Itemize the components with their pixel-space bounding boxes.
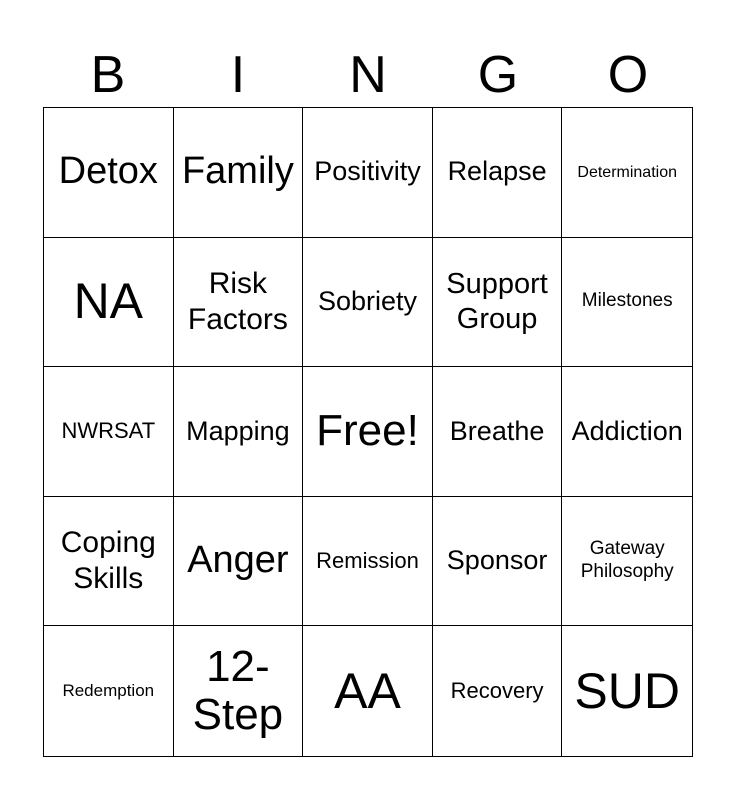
header-letter-o: O (607, 46, 649, 104)
bingo-cell-r5-c5[interactable] (562, 626, 692, 756)
bingo-cell-label: AA (334, 662, 401, 719)
bingo-cell-r5-c2[interactable] (174, 626, 304, 756)
bingo-cell-r4-c1[interactable] (44, 497, 174, 627)
bingo-cell-r1-c2[interactable] (174, 108, 304, 238)
bingo-cell-label: Mapping (186, 415, 290, 446)
header-letter-n: N (349, 46, 387, 104)
bingo-cell-label: Gateway Philosophy (580, 538, 674, 583)
bingo-cell-r4-c4[interactable] (433, 497, 563, 627)
bingo-cell-label: Sponsor (446, 545, 548, 576)
bingo-cell-r4-c2[interactable] (174, 497, 304, 627)
bingo-cell-r2-c4[interactable] (433, 238, 563, 368)
bingo-cell-label: Anger (187, 539, 289, 582)
bingo-cell-label: Family (181, 150, 294, 193)
bingo-cell-label: Determination (577, 163, 677, 181)
bingo-cell-r5-c4[interactable] (433, 626, 563, 756)
bingo-cell-r1-c1[interactable] (44, 108, 174, 238)
bingo-cell-r1-c4[interactable] (433, 108, 563, 238)
bingo-cell-free[interactable] (303, 367, 433, 497)
bingo-cell-label: Support Group (446, 268, 548, 335)
bingo-cell-label: NA (73, 273, 144, 330)
bingo-cell-label: Risk Factors (187, 266, 288, 336)
bingo-board (43, 107, 693, 757)
bingo-cell-r5-c3[interactable] (303, 626, 433, 756)
bingo-cell-label: Breathe (449, 415, 545, 446)
bingo-cell-r2-c2[interactable] (174, 238, 304, 368)
bingo-cell-label: Milestones (581, 290, 673, 312)
bingo-cell-r3-c5[interactable] (562, 367, 692, 497)
bingo-cell-r5-c1[interactable] (44, 626, 174, 756)
bingo-cell-label: Coping Skills (60, 526, 156, 596)
bingo-cell-label: Positivity (314, 156, 421, 187)
bingo-cell-label: 12- Step (192, 641, 284, 740)
bingo-cell-r1-c5[interactable] (562, 108, 692, 238)
bingo-cell-label: Redemption (62, 680, 155, 700)
bingo-cell-r3-c4[interactable] (433, 367, 563, 497)
bingo-cell-label: Detox (58, 150, 158, 193)
header-letter-g: G (477, 46, 519, 104)
bingo-cell-r4-c3[interactable] (303, 497, 433, 627)
bingo-cell-r2-c1[interactable] (44, 238, 174, 368)
bingo-cell-label: Addiction (571, 415, 683, 446)
header-letter-b: B (90, 46, 126, 104)
bingo-cell-label: Recovery (450, 678, 544, 703)
bingo-cell-r2-c5[interactable] (562, 238, 692, 368)
bingo-cell-r3-c1[interactable] (44, 367, 174, 497)
bingo-cell-label: NWRSAT (61, 418, 156, 444)
bingo-cell-label: Sobriety (317, 285, 418, 316)
bingo-cell-label: Remission (316, 547, 419, 573)
bingo-cell-r2-c3[interactable] (303, 238, 433, 368)
header-letter-i: I (230, 46, 246, 104)
bingo-cell-label: Relapse (447, 156, 547, 187)
bingo-cell-r3-c2[interactable] (174, 367, 304, 497)
bingo-cell-label: SUD (574, 662, 680, 719)
bingo-cell-r1-c3[interactable] (303, 108, 433, 238)
bingo-cell-label: Free! (316, 406, 419, 456)
bingo-cell-r4-c5[interactable] (562, 497, 692, 627)
bingo-header (43, 44, 693, 106)
